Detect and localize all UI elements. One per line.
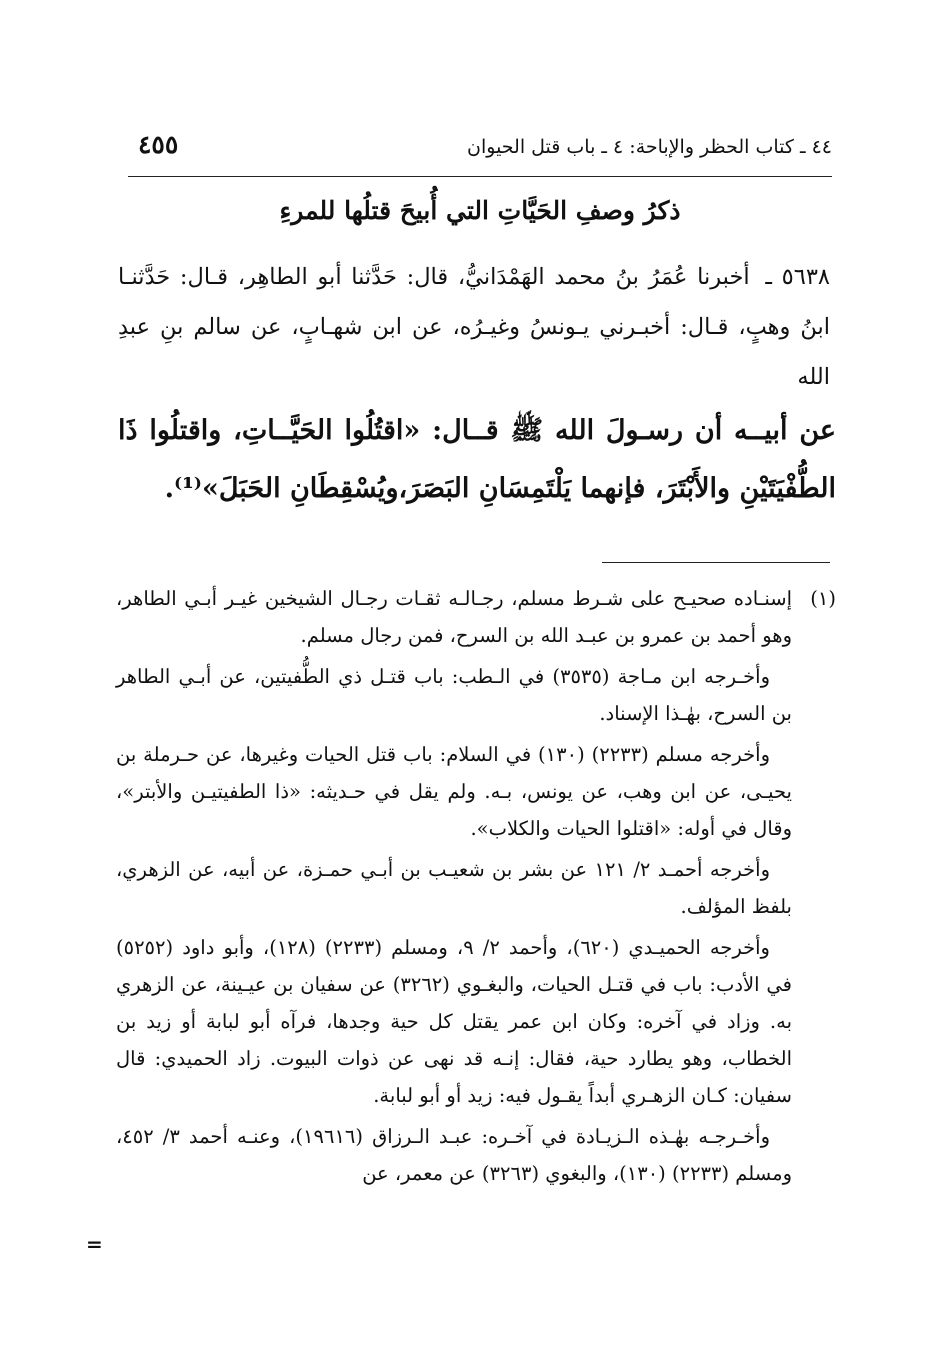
footnote-paragraph-4 [116, 851, 836, 925]
hadith-isnad [118, 252, 830, 402]
footnote-1 [116, 580, 836, 654]
footnote-paragraph-5 [116, 929, 836, 1114]
page-header [128, 126, 832, 172]
footnote-mark: (١) [810, 587, 836, 610]
isnad-text: أخبرنا عُمَرُ بنُ محمد الهَمْدَانيُّ، قال: حَدَّثنا أبو الطاهِر، قـال: حَدَّثنـا ابنُ وهبٍ، قـال: أخبـرني يـونسُ وغيـرُه، عن ابن شهـابٍ، عن سالم بنِ عبدِ الله [118, 264, 830, 390]
footnote-paragraph-text: وأخرجه الحميـدي (٦٢٠)، وأحمد ٢/ ٩، ومسلم (٢٢٣٣) (١٢٨)، وأبو داود (٥٢٥٢) في الأدب: باب في قتـل الحيات، والبغـوي (٣٢٦٢) عن سفيان بن عيـينة، عن الزهري به. وزاد في آخره: وكان ابن عمر يقتل كل حية وجدها، فرآه أبو لبابة أو زيد بن الخطاب، وهو يطارد حية، فقال: إنـه قد نهى عن ذوات البيوت. زاد الحميدي: قال سفيان: كـان الزهـري أبداً يقـول فيه: زيد أو أبو لبابة. [116, 936, 792, 1107]
footnote-paragraph-text: وأخـرجه ابن مـاجة (٣٥٣٥) في الـطب: باب قتـل ذي الطُّفيتين، عن أبـي الطاهر بن السرح، بهٰـذا الإسناد. [116, 665, 792, 725]
footnote-divider [602, 562, 830, 563]
page-number: ٤٥٥ [138, 130, 179, 159]
running-title: ٤٤ ـ كتاب الحظر والإباحة: ٤ ـ باب قتل الحيوان [467, 136, 832, 158]
footnote-paragraph-text: وأخرجه أحمـد ٢/ ١٢١ عن بشر بن شعيـب بن أبـي حمـزة، عن أبيه، عن الزهري، بلفظ المؤلف. [116, 858, 792, 918]
continuation-mark: = [86, 1232, 103, 1256]
footnote-paragraph-text: وأخرجه مسلم (٢٢٣٣) (١٣٠) في السلام: باب قتل الحيات وغيرها، عن حـرملة بن يحيـى، عن ابن وهب، عن يونس، بـه. ولم يقل في حـديثه: «ذا الطفيتيـن والأبتر»، وقال في أوله: «اقتلوا الحيات والكلاب». [116, 743, 792, 840]
footnote-paragraph-6 [116, 1118, 836, 1192]
section-title: ذكرُ وصفِ الحَيَّاتِ التي أُبيحَ قتلُها للمرءِ [279, 196, 681, 225]
footnotes [116, 580, 836, 1192]
footnote-paragraph-text: وأخـرجـه بهٰـذه الـزيـادة في آخـره: عبـد الـرزاق (١٩٦١٦)، وعنـه أحمد ٣/ ٤٥٢، ومسلم (٢٢٣٣) (١٣٠)، والبغوي (٣٢٦٣) عن معمر، عن [116, 1125, 792, 1185]
hadith-number: ٥٦٣٨ ـ [765, 264, 831, 290]
hadith-matn: عن أبيــه أن رسـولَ الله ﷺ قــال: «اقتُلُوا الحَيَّــاتِ، واقتلُوا ذَا الطُّفْيَتَيْنِ والأَبْتَرَ، فإنهما يَلْتَمِسَانِ البَصَرَ،ويُسْقِطَانِ الحَبَلَ»⁽¹⁾. [118, 415, 836, 504]
footnote-paragraph-2 [116, 658, 836, 732]
footnote-paragraph: إسنـاده صحيـح على شـرط مسلم، رجـالـه ثقـات رجـال الشيخين غيـر أبـي الطاهر، وهو أحمد بن عمرو بن عبـد الله بن السرح، فمن رجال مسلم. [116, 587, 792, 647]
footnote-paragraph-3 [116, 736, 836, 847]
header-divider [128, 176, 832, 177]
